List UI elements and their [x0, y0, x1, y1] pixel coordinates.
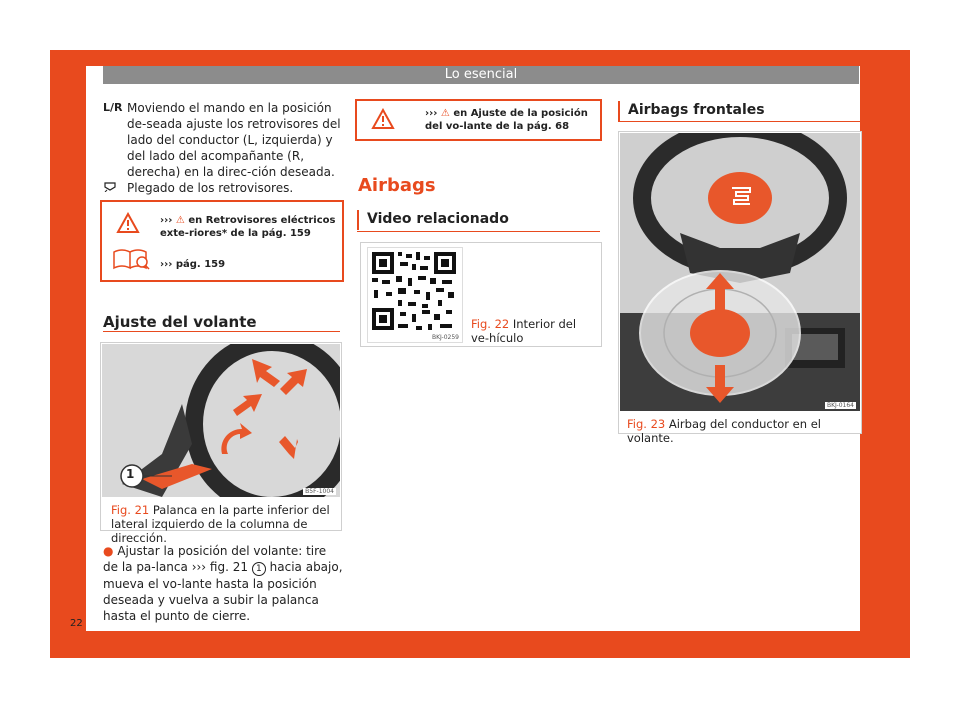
fold-text: Plegado de los retrovisores. — [127, 181, 294, 195]
figure-22 — [360, 242, 602, 347]
section-rule — [103, 331, 340, 332]
driver-airbag-image — [620, 133, 860, 411]
warning-inline-icon: ⚠ — [175, 215, 185, 226]
subtitle-marker — [357, 210, 359, 230]
airbags-title: Airbags — [358, 175, 436, 196]
subtitle-rule — [357, 231, 600, 232]
steering-column-image — [102, 344, 340, 497]
video-subtitle: Video relacionado — [367, 211, 509, 227]
book-reference-icon — [112, 248, 150, 274]
qr-code-image[interactable] — [367, 247, 463, 343]
warning-inline-icon: ⚠ — [440, 108, 450, 119]
warning-page-ref: ››› pág. 159 — [160, 259, 226, 270]
figure-22-caption: Fig. 22 Interior del ve-hículo — [471, 317, 577, 345]
lr-text: Moviendo el mando en la posición de-seada ajuste los retrovisores del lado del conductor (L, izquierda) y del lado del acompañante (R, derecha) en la direc-ción deseada. — [127, 101, 341, 179]
figure-22-code: BKJ-0259 — [431, 334, 459, 341]
section-rule — [618, 121, 860, 122]
warning-mirrors-text: ››› ⚠ en Retrovisores eléctricos exte-riores* de la pág. 159 — [160, 215, 336, 239]
bullet-icon: ● — [103, 544, 114, 558]
figure-reference: ››› fig. 21 — [191, 560, 248, 574]
warning-triangle-icon — [371, 108, 395, 134]
figure-23 — [618, 131, 862, 445]
fold-paragraph — [103, 180, 343, 196]
warning-triangle-icon — [116, 212, 140, 238]
figure-21-marker: 1 — [126, 467, 135, 481]
lr-label: L/R — [103, 101, 123, 114]
warning-box-mirrors — [100, 200, 344, 282]
figure-21 — [100, 342, 342, 545]
figure-marker-1: 1 — [252, 562, 266, 576]
steering-instruction: ● Ajustar la posición del volante: tire de la pa-lanca ››› fig. 21 1 hacia abajo, mueva el vo-lante hasta la posición deseada y vuelva a subir la palanca hasta el punto de cierre. — [103, 544, 343, 623]
figure-21-code: B5F-1004 — [305, 488, 334, 495]
figure-23-caption: Fig. 23 Airbag del conductor en el volante. — [627, 417, 821, 445]
front-airbags-title: Airbags frontales — [628, 102, 765, 118]
warning-steering-text: ››› ⚠ en Ajuste de la posición del vo-lante de la pág. 68 — [425, 108, 588, 132]
figure-23-code: BKJ-0164 — [826, 402, 854, 409]
section-title-steering: Ajuste del volante — [103, 313, 257, 331]
page-number: 22 — [70, 618, 83, 629]
subtitle-marker — [618, 101, 620, 121]
page-header: Lo esencial — [103, 66, 859, 84]
figure-21-caption: Fig. 21 Palanca en la parte inferior del lateral izquierdo de la columna de dirección. — [111, 503, 330, 545]
mirror-lr-paragraph — [103, 100, 343, 180]
warning-box-steering — [355, 99, 602, 141]
fold-mirror-icon — [103, 180, 117, 196]
